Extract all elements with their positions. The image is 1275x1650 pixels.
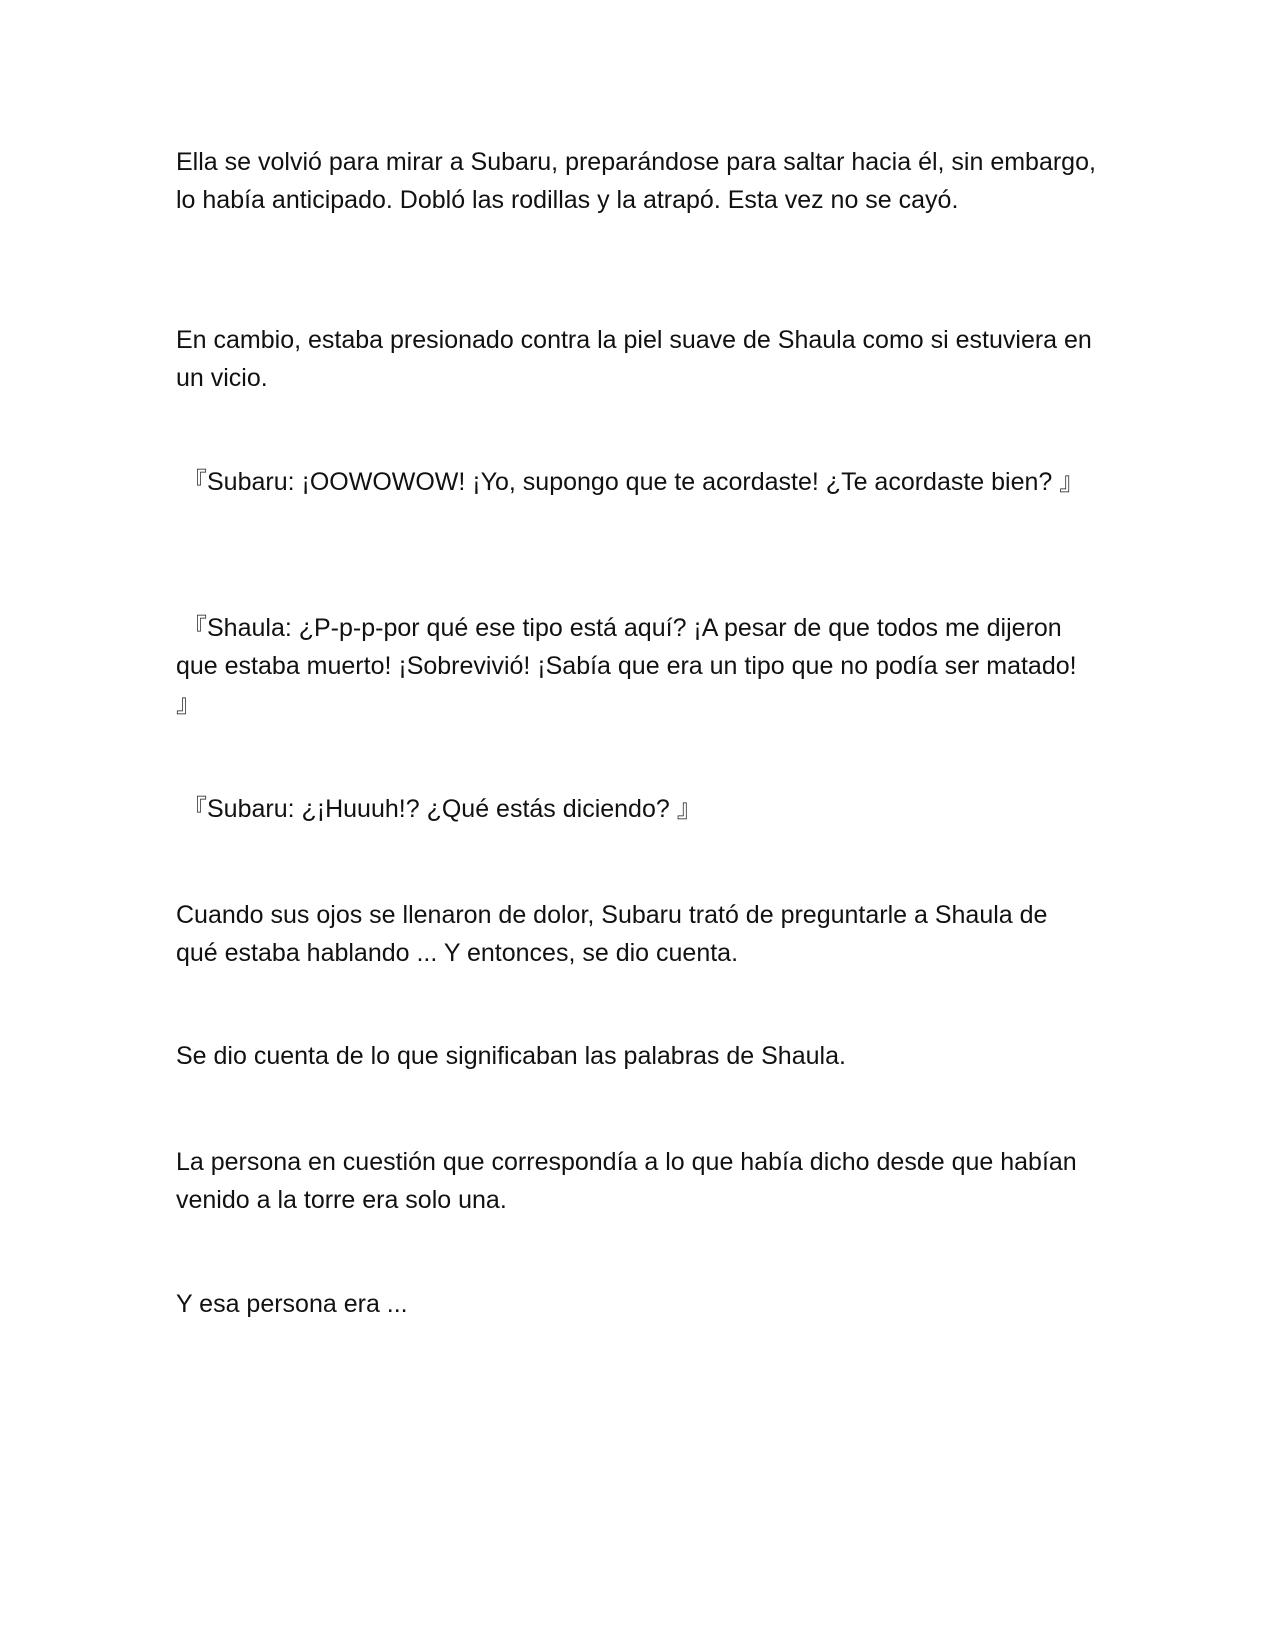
paragraph-2: En cambio, estaba presionado contra la piel suave de Shaula como si estuviera en un vicio. [176,326,1092,392]
dialogue-subaru-1: 『Subaru: ¡OOWOWOW! ¡Yo, supongo que te acordaste! ¿Te acordaste bien? 』 [182,468,1085,496]
dialogue-subaru-2: 『Subaru: ¿¡Huuuh!? ¿Qué estás diciendo? 』 [182,795,702,823]
paragraph-1: Ella se volvió para mirar a Subaru, preparándose para saltar hacia él, sin embargo, lo había anticipado. Dobló las rodillas y la atrapó. Esta vez no se cayó. [176,148,1096,214]
paragraph-9: Y esa persona era ... [176,1290,408,1318]
paragraph-6: Cuando sus ojos se llenaron de dolor, Subaru trató de preguntarle a Shaula de qué estaba hablando ... Y entonces, se dio cuenta. [176,901,1048,967]
paragraph-8: La persona en cuestión que correspondía a lo que había dicho desde que habían venido a la torre era solo una. [176,1148,1077,1214]
paragraph-7: Se dio cuenta de lo que significaban las palabras de Shaula. [176,1042,846,1070]
dialogue-shaula-1: 『Shaula: ¿P-p-p-por qué ese tipo está aquí? ¡A pesar de que todos me dijeron que estaba muerto! ¡Sobrevivió! ¡Sabía que era un tipo que no podía ser matado! 』 [176,614,1077,718]
